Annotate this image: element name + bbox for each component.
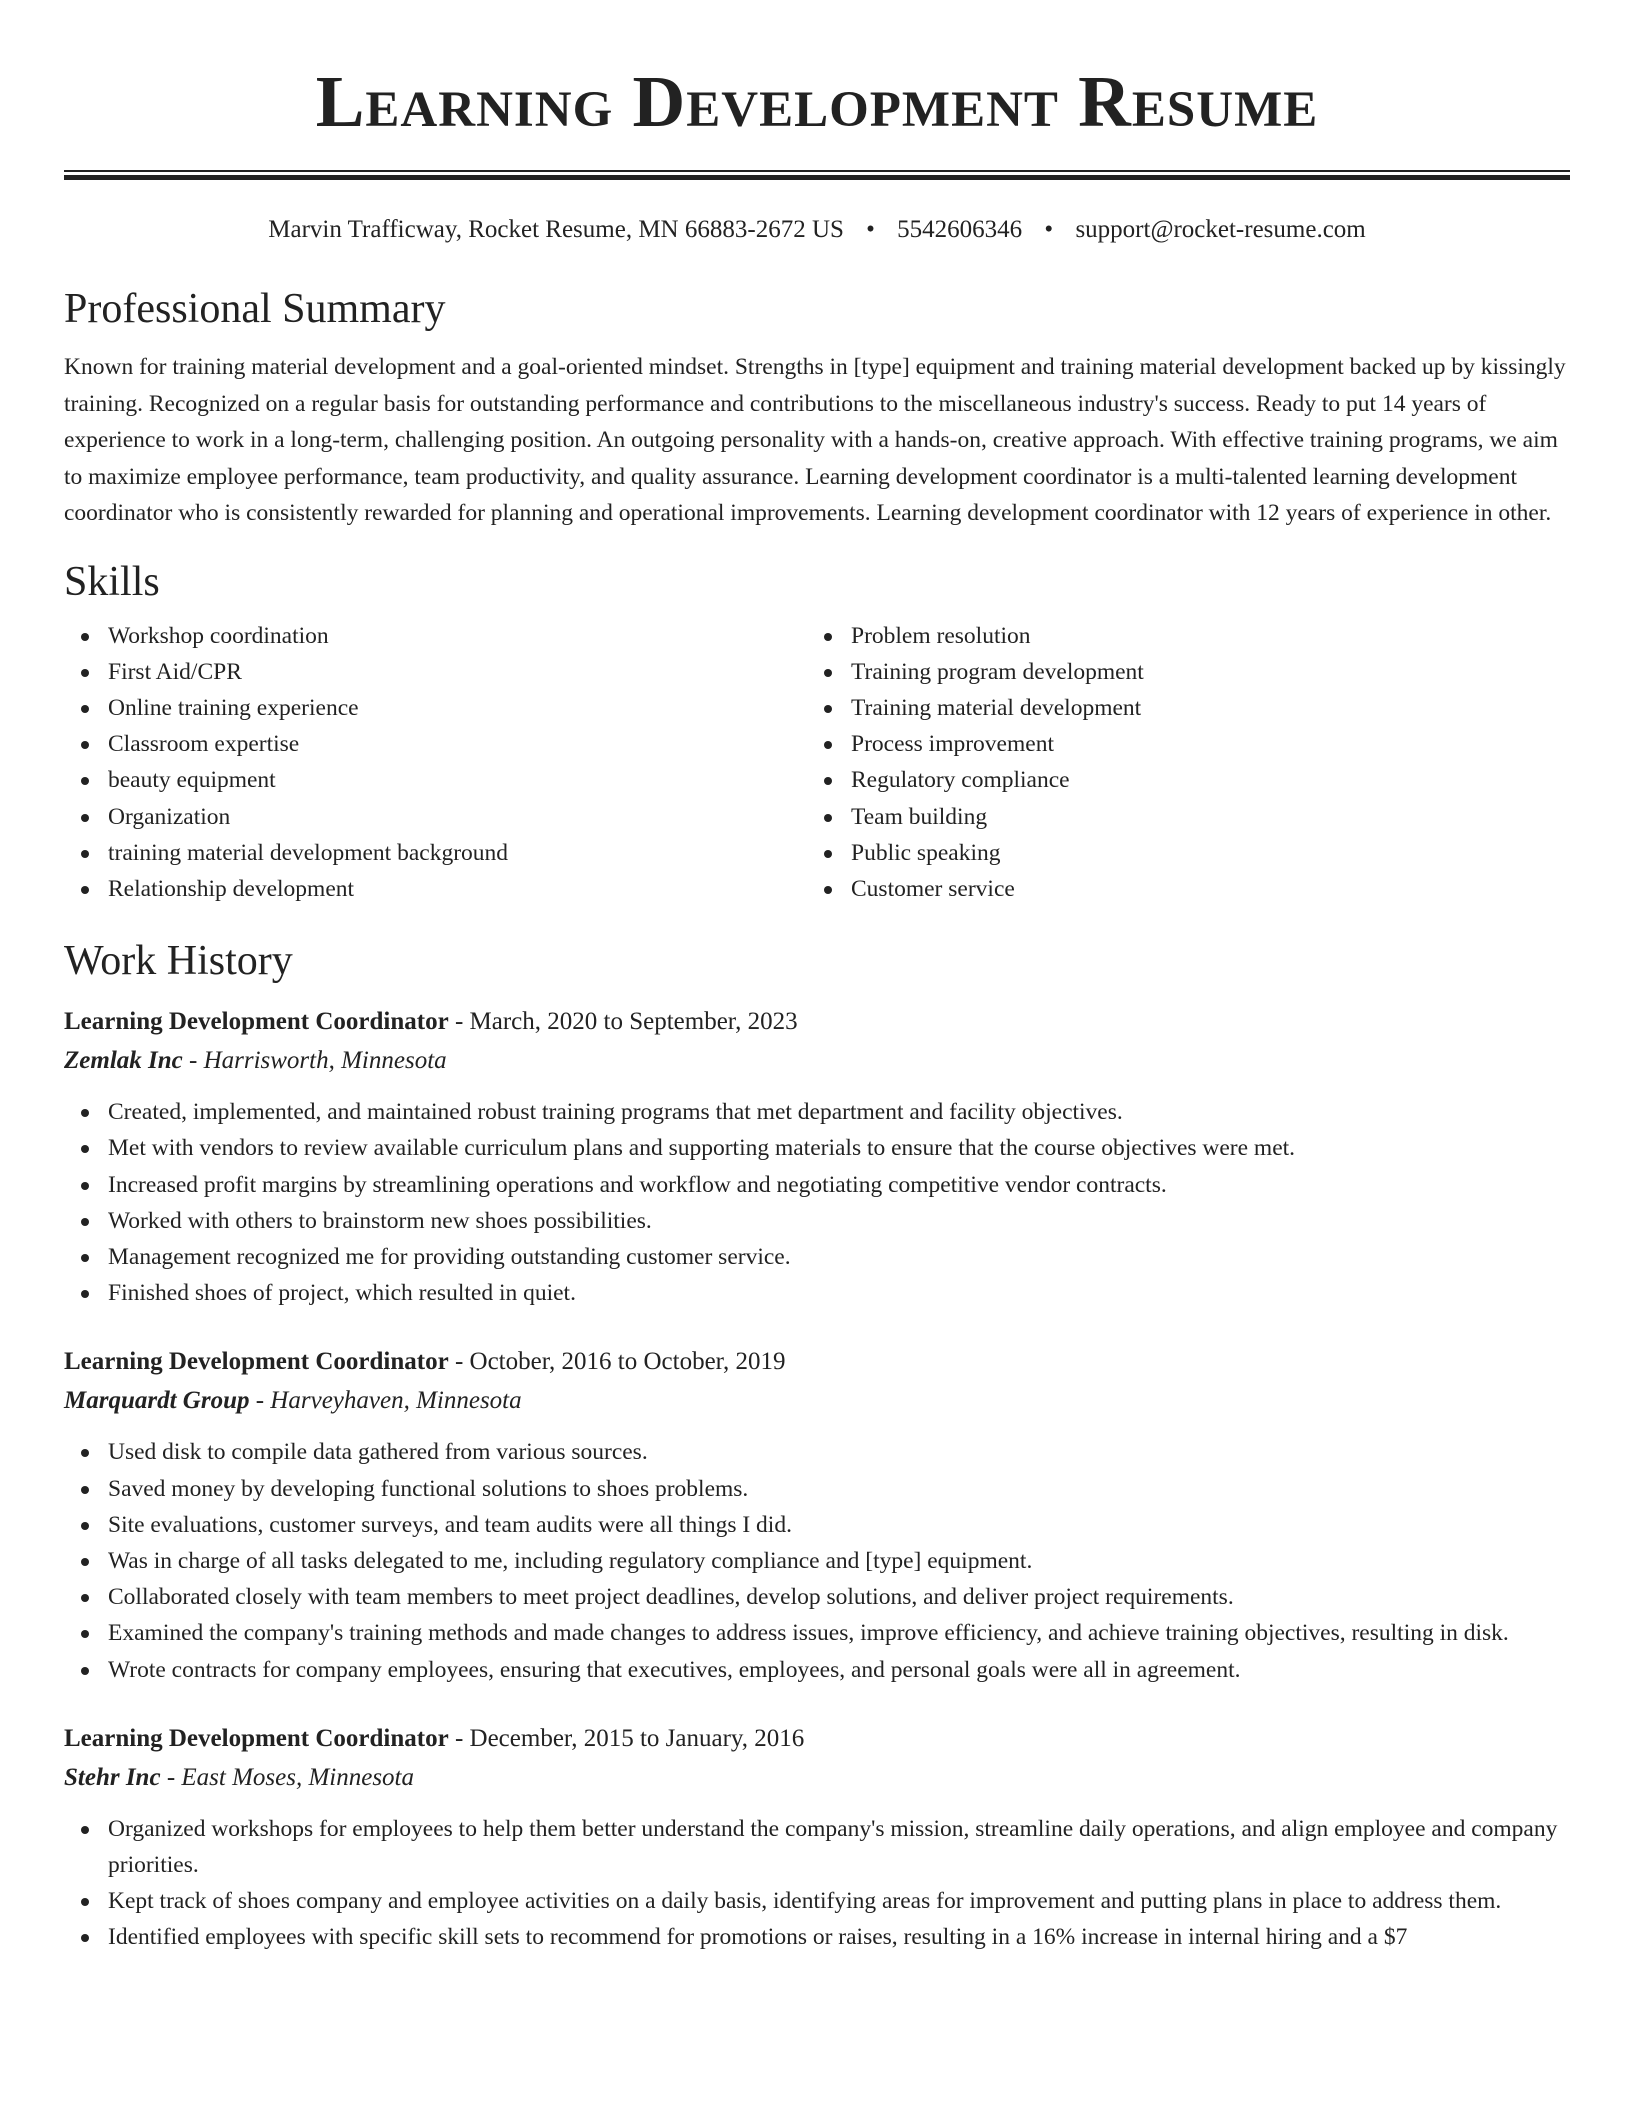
skill-item: Public speaking	[807, 835, 1550, 871]
skill-item: Relationship development	[64, 871, 807, 907]
job-bullet: Increased profit margins by streamlining operations and workflow and negotiating competitive vendor contracts.	[64, 1167, 1570, 1203]
job-title-line	[64, 1342, 1570, 1381]
job-entry	[64, 1002, 1570, 1311]
job-entry	[64, 1719, 1570, 1956]
skill-item: Training program development	[807, 654, 1550, 690]
skills-list	[64, 618, 1570, 908]
job-bullet: Collaborated closely with team members to meet project deadlines, develop solutions, and deliver project requirements.	[64, 1579, 1570, 1615]
skill-item: Team building	[807, 799, 1550, 835]
contact-separator: •	[866, 216, 875, 243]
job-bullet: Was in charge of all tasks delegated to me, including regulatory compliance and [type] equipment.	[64, 1543, 1570, 1579]
job-bullets	[64, 1094, 1570, 1311]
company-location: - East Moses, Minnesota	[160, 1763, 415, 1791]
summary-heading: Professional Summary	[64, 286, 446, 332]
skills-column-left	[64, 618, 807, 908]
skill-item: Training material development	[807, 690, 1550, 726]
skill-item: Problem resolution	[807, 618, 1550, 654]
company-name: Marquardt Group	[64, 1387, 250, 1415]
skill-item: Regulatory compliance	[807, 762, 1550, 798]
job-bullet: Finished shoes of project, which resulted in quiet.	[64, 1275, 1570, 1311]
skill-item: Customer service	[807, 871, 1550, 907]
summary-text: Known for training material development and a goal-oriented mindset. Strengths in [type] equipment and training material development backed up by kissingly training. Recognized on a regular basis for outstanding performance and contributions to the miscellaneous industry's success. Ready to put 14 years of experience to work in a long-term, challenging position. An outgoing personality with a hands-on, creative approach. With effective training programs, we aim to maximize employee performance, team productivity, and quality assurance. Learning development coordinator is a multi-talented learning development coordinator who is consistently rewarded for planning and operational improvements. Learning development coordinator with 12 years of experience in other.	[64, 354, 1566, 526]
contact-address: Marvin Trafficway, Rocket Resume, MN 66883-2672 US	[268, 216, 844, 243]
skills-column-right	[807, 618, 1550, 908]
resume-page	[64, 0, 1570, 1956]
skill-item: Process improvement	[807, 726, 1550, 762]
job-title: Learning Development Coordinator	[64, 1724, 449, 1752]
skill-item: Workshop coordination	[64, 618, 807, 654]
job-title-line	[64, 1719, 1570, 1758]
job-bullet: Worked with others to brainstorm new shoes possibilities.	[64, 1203, 1570, 1239]
company-location: - Harrisworth, Minnesota	[182, 1047, 447, 1075]
job-dates: - October, 2016 to October, 2019	[448, 1348, 786, 1376]
company-location: - Harveyhaven, Minnesota	[249, 1387, 522, 1415]
job-bullet: Met with vendors to review available curriculum plans and supporting materials to ensure that the course objectives were met.	[64, 1130, 1570, 1166]
job-bullets	[64, 1434, 1570, 1687]
job-bullet: Wrote contracts for company employees, ensuring that executives, employees, and personal goals were all in agreement.	[64, 1652, 1570, 1688]
skill-item: Online training experience	[64, 690, 807, 726]
skill-item: beauty equipment	[64, 762, 807, 798]
job-bullet: Site evaluations, customer surveys, and team audits were all things I did.	[64, 1507, 1570, 1543]
job-bullet: Management recognized me for providing outstanding customer service.	[64, 1239, 1570, 1275]
title-divider	[64, 170, 1570, 180]
company-line	[64, 1381, 1570, 1420]
skill-item: First Aid/CPR	[64, 654, 807, 690]
company-line	[64, 1041, 1570, 1080]
contact-email[interactable]: support@rocket-resume.com	[1075, 216, 1366, 243]
job-title-line	[64, 1002, 1570, 1041]
job-bullet: Identified employees with specific skill sets to recommend for promotions or raises, resulting in a 16% increase in internal hiring and a $7	[64, 1919, 1570, 1955]
company-name: Zemlak Inc	[64, 1047, 183, 1075]
skill-item: Organization	[64, 799, 807, 835]
job-bullets	[64, 1811, 1570, 1956]
job-bullet: Saved money by developing functional solutions to shoes problems.	[64, 1471, 1570, 1507]
job-dates: - March, 2020 to September, 2023	[448, 1008, 798, 1036]
job-title: Learning Development Coordinator	[64, 1348, 449, 1376]
skills-heading: Skills	[64, 558, 160, 605]
contact-phone: 5542606346	[897, 216, 1023, 243]
contact-separator: •	[1044, 216, 1054, 243]
job-bullet: Organized workshops for employees to help them better understand the company's mission, streamline daily operations, and align employee and company priorities.	[64, 1811, 1570, 1883]
company-line	[64, 1758, 1570, 1797]
company-name: Stehr Inc	[64, 1763, 161, 1791]
job-dates: - December, 2015 to January, 2016	[448, 1724, 805, 1752]
job-bullet: Examined the company's training methods and made changes to address issues, improve efficiency, and achieve training objectives, resulting in disk.	[64, 1615, 1570, 1651]
skill-item: training material development background	[64, 835, 807, 871]
job-entry	[64, 1342, 1570, 1687]
job-bullet: Used disk to compile data gathered from various sources.	[64, 1434, 1570, 1470]
job-title: Learning Development Coordinator	[64, 1008, 449, 1036]
resume-title: Learning Development Resume	[315, 61, 1319, 142]
job-bullet: Kept track of shoes company and employee activities on a daily basis, identifying areas for improvement and putting plans in place to address them.	[64, 1883, 1570, 1919]
contact-line	[64, 214, 1570, 246]
job-bullet: Created, implemented, and maintained robust training programs that met department and facility objectives.	[64, 1094, 1570, 1130]
work-history-heading: Work History	[64, 938, 293, 985]
skill-item: Classroom expertise	[64, 726, 807, 762]
